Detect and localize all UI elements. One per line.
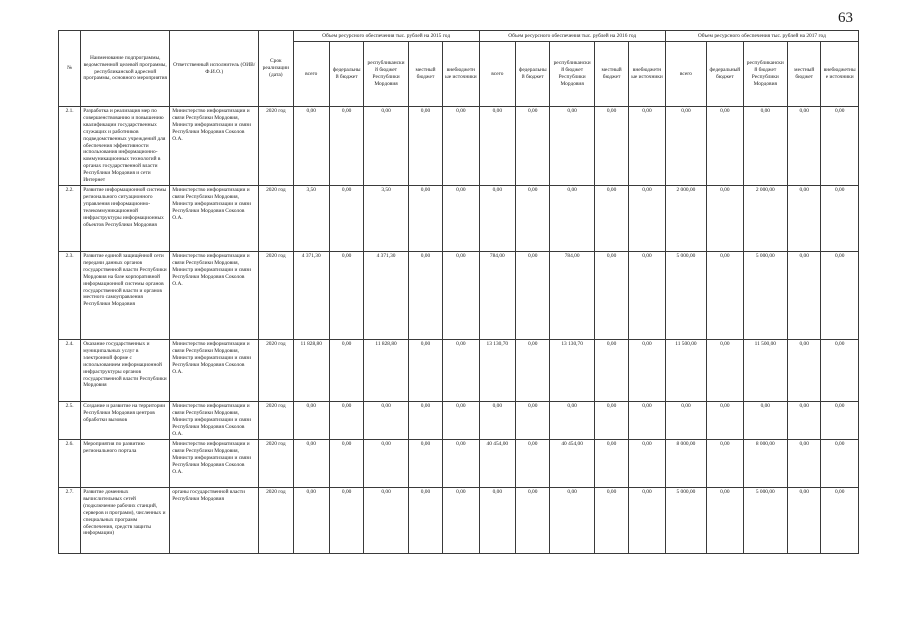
row-value: 0,00: [516, 339, 550, 401]
row-value: 0,00: [516, 401, 550, 439]
row-value: 0,00: [550, 401, 594, 439]
row-value: 3,50: [293, 185, 329, 251]
row-value: 3,50: [364, 185, 408, 251]
row-value: 0,00: [443, 439, 479, 487]
row-number: 2.6.: [59, 439, 81, 487]
row-value: 0,00: [788, 185, 821, 251]
header-group-2017: Объем ресурсного обеспечения тыс. рублей на 2017 год: [665, 31, 858, 42]
row-value: 0,00: [665, 107, 706, 186]
row-value: 0,00: [408, 107, 442, 186]
row-value: 0,00: [821, 487, 859, 553]
subheader-cell: внебюджетные источники: [443, 42, 479, 107]
row-value: 0,00: [550, 487, 594, 553]
row-responsible: Министерство информатизации и связи Республики Мордовия, Министр информатизации и связи Республики Мордовия Соколов О.А.: [170, 185, 259, 251]
row-value: 0,00: [707, 339, 743, 401]
subheader-cell: всего: [293, 42, 329, 107]
row-value: 0,00: [443, 107, 479, 186]
row-value: 0,00: [629, 185, 665, 251]
row-value: 0,00: [516, 107, 550, 186]
table-row: [59, 401, 859, 439]
row-value: 0,00: [629, 439, 665, 487]
row-value: 0,00: [479, 401, 515, 439]
subheader-cell: республиканский бюджет Республики Мордовия: [364, 42, 408, 107]
row-number: 2.3.: [59, 251, 81, 339]
header-term: Срок реализации (дата): [259, 31, 293, 107]
row-number: 2.4.: [59, 339, 81, 401]
row-name: Мероприятия по развитию регионального портала: [81, 439, 170, 487]
row-value: 0,00: [594, 251, 628, 339]
row-term: 2020 год: [259, 439, 293, 487]
program-resource-table: [58, 30, 859, 554]
row-value: 8 000,00: [743, 439, 787, 487]
table-row: [59, 185, 859, 251]
row-value: 0,00: [594, 401, 628, 439]
row-value: 0,00: [707, 487, 743, 553]
row-value: 0,00: [443, 487, 479, 553]
row-value: 8 000,00: [665, 439, 706, 487]
subheader-cell: местный бюджет: [408, 42, 442, 107]
row-value: 0,00: [743, 401, 787, 439]
row-value: 0,00: [707, 185, 743, 251]
row-value: 5 000,00: [743, 487, 787, 553]
row-value: 0,00: [788, 401, 821, 439]
subheader-cell: федеральный бюджет: [707, 42, 743, 107]
row-value: 0,00: [293, 439, 329, 487]
row-name: Разработка и реализация мер по совершенствованию и повышению квалификации государственных служащих и работников подведомственных учреждений для обеспечения эффективности использования информационно-коммуникационных технологий в органах государственной власти Республики Мордовия и сети Интернет: [81, 107, 170, 186]
row-value: 0,00: [707, 401, 743, 439]
row-name: Развитие доменных вычислительных сетей (подключение рабочих станций, серверов и программ), численных и специальных программ обеспечения, средств защиты информации): [81, 487, 170, 553]
row-value: 0,00: [821, 339, 859, 401]
row-term: 2020 год: [259, 251, 293, 339]
row-value: 13 130,70: [550, 339, 594, 401]
row-value: 4 371,30: [364, 251, 408, 339]
subheader-cell: местный бюджет: [594, 42, 628, 107]
row-value: 0,00: [408, 439, 442, 487]
subheader-cell: республиканский бюджет Республики Мордовия: [550, 42, 594, 107]
row-number: 2.1.: [59, 107, 81, 186]
row-name: Развитие единой защищённой сети передачи данных органов государственной власти Республики Мордовия на базе корпоративной информационной системы органов государственной власти и органов местного самоуправления Республики Мордовия: [81, 251, 170, 339]
subheader-cell: местный бюджет: [788, 42, 821, 107]
row-value: 0,00: [821, 439, 859, 487]
row-value: 0,00: [329, 487, 363, 553]
row-value: 0,00: [443, 339, 479, 401]
row-value: 0,00: [408, 185, 442, 251]
row-value: 5 000,00: [665, 487, 706, 553]
row-value: 5 000,00: [665, 251, 706, 339]
row-value: 40 454,00: [550, 439, 594, 487]
row-value: 0,00: [707, 107, 743, 186]
header-responsible: Ответственный исполнитель (ОИВ/Ф.И.О.): [170, 31, 259, 107]
row-name: Создание и развитие на территории Республики Мордовия центров обработки вызовов: [81, 401, 170, 439]
row-value: 0,00: [788, 487, 821, 553]
row-value: 0,00: [329, 185, 363, 251]
row-value: 0,00: [788, 251, 821, 339]
subheader-cell: внебюджетные источники: [629, 42, 665, 107]
row-term: 2020 год: [259, 339, 293, 401]
row-term: 2020 год: [259, 185, 293, 251]
row-value: 0,00: [629, 487, 665, 553]
row-responsible: Министерство информатизации и связи Республики Мордовия, Министр информатизации и связи Республики Мордовия Соколов О.А.: [170, 251, 259, 339]
page-number: 63: [838, 10, 853, 26]
row-name: Развитие информационной системы регионального ситуационного управления информационно-телекоммуникационной инфраструктуры информационных объектов Республики Мордовия: [81, 185, 170, 251]
row-value: 0,00: [408, 401, 442, 439]
row-value: 0,00: [665, 401, 706, 439]
header-group-2016: Объем ресурсного обеспечения тыс. рублей на 2016 год: [479, 31, 665, 42]
row-value: 0,00: [550, 107, 594, 186]
row-value: 11 828,80: [293, 339, 329, 401]
row-value: 2 000,00: [665, 185, 706, 251]
row-number: 2.2.: [59, 185, 81, 251]
row-value: 11 500,00: [743, 339, 787, 401]
row-value: 0,00: [516, 439, 550, 487]
row-value: 0,00: [293, 401, 329, 439]
row-value: 0,00: [329, 339, 363, 401]
table-row: [59, 339, 859, 401]
row-responsible: органы государственной власти Республики Мордовия: [170, 487, 259, 553]
row-value: 5 000,00: [743, 251, 787, 339]
row-value: 0,00: [707, 439, 743, 487]
row-term: 2020 год: [259, 401, 293, 439]
row-value: 0,00: [707, 251, 743, 339]
header-name: Наименование подпрограммы, ведомственной целевой программы, республиканской адресной программы, основного мероприятия: [81, 31, 170, 107]
row-value: 0,00: [329, 401, 363, 439]
table-row: [59, 251, 859, 339]
table-row: [59, 107, 859, 186]
subheader-cell: внебюджетные источники: [821, 42, 859, 107]
table-row: [59, 439, 859, 487]
row-value: 0,00: [408, 339, 442, 401]
row-value: 0,00: [821, 401, 859, 439]
row-value: 0,00: [821, 251, 859, 339]
header-group-2015: Объем ресурсного обеспечения тыс. рублей на 2015 год: [293, 31, 479, 42]
row-value: 0,00: [443, 401, 479, 439]
row-value: 0,00: [743, 107, 787, 186]
row-value: 0,00: [629, 107, 665, 186]
row-value: 0,00: [594, 185, 628, 251]
row-value: 0,00: [629, 401, 665, 439]
row-value: 0,00: [516, 251, 550, 339]
row-value: 11 500,00: [665, 339, 706, 401]
row-responsible: Министерство информатизации и связи Республики Мордовия, Министр информатизации и связи Республики Мордовия Соколов О.А.: [170, 107, 259, 186]
row-responsible: Министерство информатизации и связи Республики Мордовия, Министр информатизации и связи Республики Мордовия Соколов О.А.: [170, 401, 259, 439]
row-value: 0,00: [479, 487, 515, 553]
row-value: 0,00: [594, 339, 628, 401]
row-value: 0,00: [516, 487, 550, 553]
row-value: 0,00: [479, 185, 515, 251]
row-value: 0,00: [443, 185, 479, 251]
row-value: 40 454,00: [479, 439, 515, 487]
row-value: 2 000,00: [743, 185, 787, 251]
row-value: 0,00: [821, 107, 859, 186]
row-responsible: Министерство информатизации и связи Республики Мордовия, Министр информатизации и связи Республики Мордовия Соколов О.А.: [170, 339, 259, 401]
subheader-cell: всего: [479, 42, 515, 107]
row-value: 0,00: [788, 339, 821, 401]
row-value: 0,00: [364, 401, 408, 439]
header-num: №: [59, 31, 81, 107]
row-value: 0,00: [408, 251, 442, 339]
row-term: 2020 год: [259, 487, 293, 553]
row-value: 0,00: [479, 107, 515, 186]
row-value: 0,00: [550, 185, 594, 251]
row-value: 0,00: [293, 107, 329, 186]
row-value: 0,00: [329, 251, 363, 339]
row-value: 0,00: [594, 487, 628, 553]
row-value: 0,00: [408, 487, 442, 553]
row-responsible: Министерство информатизации и связи Республики Мордовия, Министр информатизации и связи Республики Мордовия Соколов О.А.: [170, 439, 259, 487]
subheader-cell: всего: [665, 42, 706, 107]
subheader-cell: федеральный бюджет: [516, 42, 550, 107]
row-term: 2020 год: [259, 107, 293, 186]
row-value: 0,00: [293, 487, 329, 553]
row-value: 0,00: [788, 107, 821, 186]
row-value: 0,00: [594, 107, 628, 186]
subheader-cell: федеральный бюджет: [329, 42, 363, 107]
row-value: 784,00: [479, 251, 515, 339]
row-value: 0,00: [329, 107, 363, 186]
row-value: 784,00: [550, 251, 594, 339]
row-value: 0,00: [364, 439, 408, 487]
row-value: 13 130,70: [479, 339, 515, 401]
row-number: 2.7.: [59, 487, 81, 553]
row-value: 0,00: [594, 439, 628, 487]
row-value: 0,00: [821, 185, 859, 251]
row-name: Оказание государственных и муниципальных услуг в электронной форме с использованием информационной инфраструктуры органов государственной власти Республики Мордовия: [81, 339, 170, 401]
subheader-cell: республиканский бюджет Республики Мордовия: [743, 42, 787, 107]
row-value: 11 828,80: [364, 339, 408, 401]
row-value: 0,00: [629, 339, 665, 401]
row-value: 0,00: [443, 251, 479, 339]
row-value: 0,00: [516, 185, 550, 251]
row-value: 0,00: [364, 107, 408, 186]
row-value: 0,00: [364, 487, 408, 553]
table-row: [59, 487, 859, 553]
row-value: 0,00: [329, 439, 363, 487]
row-value: 0,00: [629, 251, 665, 339]
row-value: 0,00: [788, 439, 821, 487]
row-value: 4 371,30: [293, 251, 329, 339]
row-number: 2.5.: [59, 401, 81, 439]
